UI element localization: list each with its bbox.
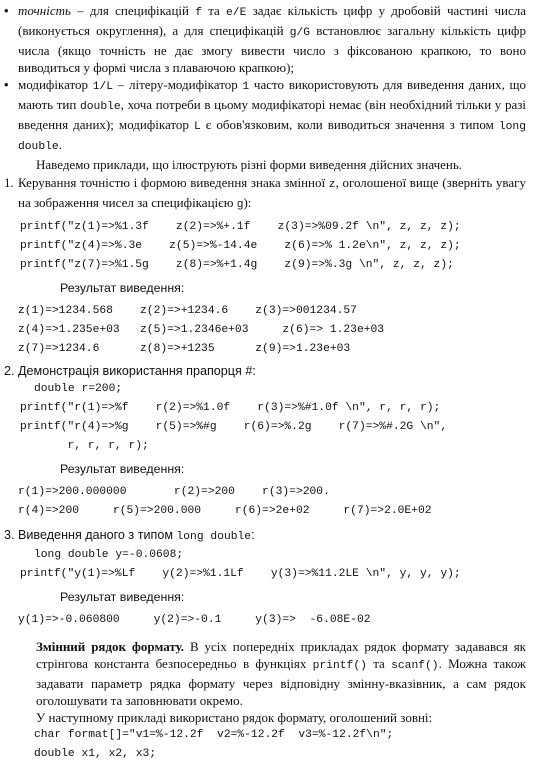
bullet-modifier bbox=[4, 76, 526, 156]
text: Виведення даного з типом bbox=[18, 528, 177, 542]
output-line: y(1)=>-0.060800 y(2)=>-0.1 y(3)=> -6.08E-02 bbox=[18, 614, 371, 626]
code-line: printf("z(1)=>%1.3f z(2)=>%+.1f z(3)=>%09.2f \n", z, z, z); bbox=[20, 221, 461, 233]
code-line: r, r, r, r); bbox=[20, 440, 149, 452]
section-number: 2. bbox=[4, 364, 15, 378]
bullet-precision bbox=[4, 2, 526, 76]
text: та bbox=[201, 3, 227, 18]
intro-paragraph: Наведемо приклади, що ілюструють різні форми виведення дійсних значень. bbox=[36, 157, 463, 172]
output-block bbox=[4, 483, 526, 521]
code-block bbox=[4, 399, 526, 456]
code-inline: double bbox=[79, 101, 121, 113]
code-block bbox=[4, 726, 526, 764]
code-inline: f bbox=[195, 7, 202, 19]
code-inline: long double bbox=[18, 121, 526, 153]
text: : bbox=[251, 528, 255, 542]
code-line: printf("z(4)=>%.3e z(5)=>%-14.4e z(6)=>% 1.2e\n", z, z, z); bbox=[20, 240, 461, 252]
code-line: printf("r(1)=>%f r(2)=>%1.0f r(3)=>%#1.0f \n", r, r, r); bbox=[20, 402, 441, 414]
format-paragraph bbox=[4, 638, 526, 709]
code-inline: L bbox=[193, 121, 201, 133]
text: – для специфікацій bbox=[70, 3, 196, 18]
text: та bbox=[366, 656, 392, 671]
section-3-heading bbox=[4, 527, 526, 546]
result-label: Результат виведення: bbox=[60, 281, 185, 295]
term-precision: точність bbox=[18, 3, 71, 18]
code-inline: scanf() bbox=[391, 660, 439, 672]
code-inline: printf() bbox=[312, 660, 367, 672]
text: є обов'язковим, коли виводиться значення з типом bbox=[200, 117, 499, 132]
bullet-marker: • bbox=[4, 77, 9, 92]
code-inline: z bbox=[328, 179, 336, 191]
output-line: r(1)=>200.000000 r(2)=>200 r(3)=>200. bbox=[18, 486, 330, 498]
text: часто використовують для виведення даних, що мають тип bbox=[18, 77, 527, 112]
text: Демонстрація використання прапорця #: bbox=[18, 364, 256, 378]
code-line: double x1, x2, x3; bbox=[34, 748, 157, 760]
text: . bbox=[58, 137, 62, 152]
code-decl: long double y=-0.0608; bbox=[34, 549, 184, 561]
output-line: z(1)=>1234.568 z(2)=>+1234.6 z(3)=>001234.57 bbox=[18, 305, 357, 317]
code-line: printf("y(1)=>%Lf y(2)=>%1.1Lf y(3)=>%11.2LE \n", y, y, y); bbox=[20, 568, 461, 580]
code-inline: g bbox=[236, 199, 244, 211]
code-inline: 1/L bbox=[92, 81, 114, 93]
code-line: printf("r(4)=>%g r(5)=>%#g r(6)=>%.2g r(7)=>%#.2G \n", bbox=[20, 421, 448, 433]
output-block bbox=[4, 611, 526, 630]
section-number: 1. bbox=[4, 175, 14, 190]
format-heading: Змінний рядок формату. bbox=[36, 639, 185, 654]
result-label: Результат виведення: bbox=[60, 590, 185, 604]
code-line: char format[]="v1=%-12.2f v2=%-12.2f v3=%-12.2f\n"; bbox=[34, 729, 394, 741]
output-line: z(4)=>1.235e+03 z(5)=>1.2346e+03 z(6)=> 1.23e+03 bbox=[18, 324, 385, 336]
code-line: printf("z(7)=>%1.5g z(8)=>%+1.4g z(9)=>%.3g \n", z, z, z); bbox=[20, 259, 454, 271]
result-label: Результат виведення: bbox=[60, 462, 185, 476]
text: . Можна також задавати параметр рядка формату через відповідну змінну-вказівник, а сам рядок оголошувати та заповнювати окремо. bbox=[36, 656, 526, 708]
bullet-marker: • bbox=[4, 3, 9, 18]
output-block bbox=[4, 302, 526, 359]
output-line: z(7)=>1234.6 z(8)=>+1235 z(9)=>1.23e+03 bbox=[18, 343, 351, 355]
section-1-heading bbox=[4, 174, 526, 214]
section-number: 3. bbox=[4, 528, 15, 542]
text: В усіх попередніх прикладах рядок формату задавався як стрінгова константа безпосередньо в функціях bbox=[36, 639, 526, 671]
text: задає кількість цифр у дробовій частині числа (виконується округлення), а для специфікацій bbox=[18, 3, 526, 38]
text: модифікатор bbox=[18, 77, 93, 92]
text: , хоча потреби в цьому модифікаторі немає (він необхідний тільки у разі введення даних); модифікатор bbox=[18, 97, 526, 132]
code-inline: 1 bbox=[242, 81, 250, 93]
code-inline: g/G bbox=[289, 27, 311, 39]
code-block bbox=[4, 565, 526, 584]
format-paragraph-2: У наступному прикладі використано рядок формату, оголошений зовні: bbox=[36, 710, 433, 725]
code-inline: long double bbox=[176, 531, 252, 543]
code-decl: double r=200; bbox=[34, 383, 123, 395]
text: Керування точністю і формою виведення знака змінної bbox=[18, 175, 329, 190]
text: ): bbox=[243, 195, 252, 210]
text: встановлює загальну кількість цифр числа (якщо точність не дає змогу вивести число з фіксованою крапкою, то воно виводиться у формі числа з плаваючою крапкою); bbox=[18, 23, 526, 75]
code-inline: e/E bbox=[226, 7, 247, 19]
document-page bbox=[4, 2, 526, 764]
text: – літеру-модифікатор bbox=[113, 77, 243, 92]
code-block bbox=[4, 218, 526, 275]
text: , оголошеної вище (зверніть увагу на зображення чисел за специфікацією bbox=[18, 175, 527, 210]
section-2-heading bbox=[4, 363, 526, 380]
output-line: r(4)=>200 r(5)=>200.000 r(6)=>2e+02 r(7)=>2.0E+02 bbox=[18, 505, 432, 517]
